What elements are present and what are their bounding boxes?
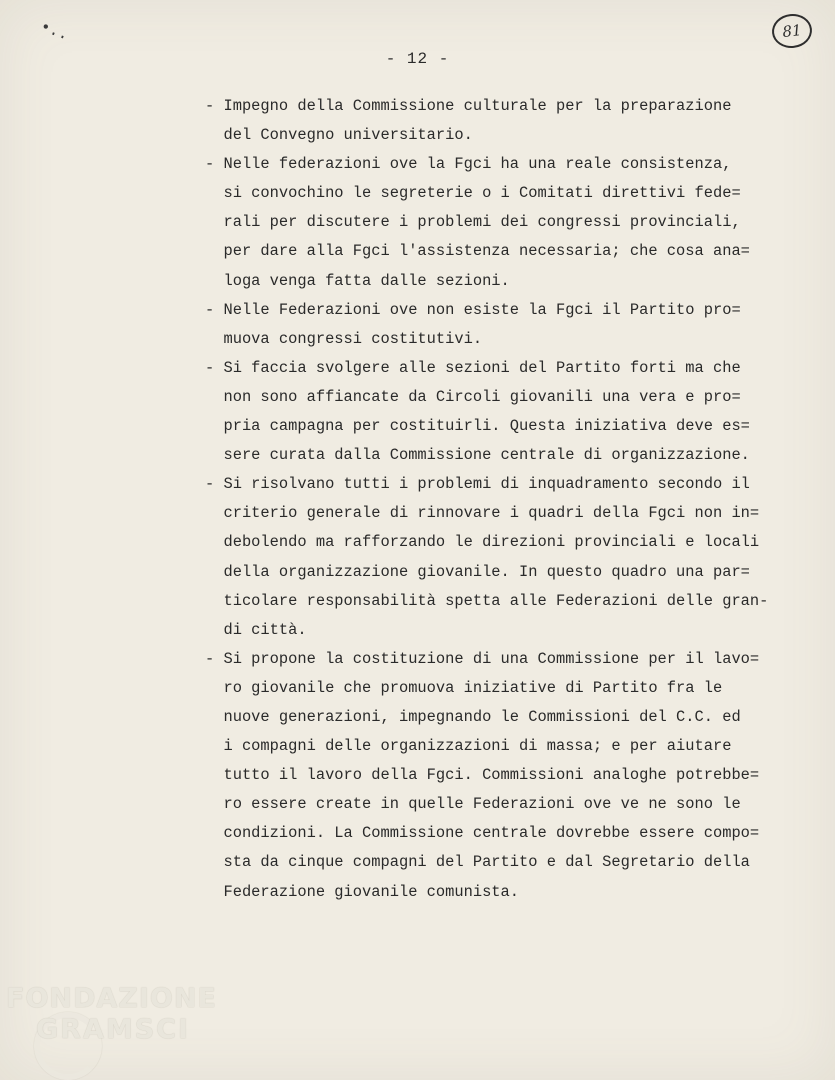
text-line: condizioni. La Commissione centrale dovrebbe essere compo= [205,824,760,843]
text-line: del Convegno universitario. [205,126,473,145]
text-line: ticolare responsabilità spetta alle Federazioni delle gran- [205,591,769,610]
document-body [205,92,815,907]
archive-number-stamp: 81 [770,12,813,50]
text-line: pria campagna per costituirli. Questa iniziativa deve es= [205,417,750,436]
list-item [205,150,815,295]
list-item [205,645,815,907]
text-line: non sono affiancate da Circoli giovanili una vera e pro= [205,387,741,406]
text-line: per dare alla Fgci l'assistenza necessaria; che cosa ana= [205,242,750,261]
text-line: rali per discutere i problemi dei congressi provinciali, [205,213,741,232]
corner-mark: •.. [37,17,72,45]
text-line: ro giovanile che promuova iniziative di Partito fra le [205,678,723,697]
text-line: - Nelle federazioni ove la Fgci ha una reale consistenza, [205,155,732,174]
text-line: si convochino le segreterie o i Comitati direttivi fede= [205,184,741,203]
text-line: debolendo ma rafforzando le direzioni provinciali e locali [205,533,760,552]
text-line: sta da cinque compagni del Partito e dal Segretario della [205,853,750,872]
text-line: muova congressi costitutivi. [205,329,483,348]
text-line: i compagni delle organizzazioni di massa; e per aiutare [205,737,732,756]
text-line: nuove generazioni, impegnando le Commissioni del C.C. ed [205,707,741,726]
text-line: Federazione giovanile comunista. [205,882,520,901]
list-item [205,296,815,354]
text-line: tutto il lavoro della Fgci. Commissioni analoghe potrebbe= [205,766,760,785]
list-item [205,354,815,470]
text-line: - Impegno della Commissione culturale per la preparazione [205,97,732,115]
watermark-line-2: GRAMSCI [36,1014,191,1045]
list-item [205,470,815,645]
text-line: - Nelle Federazioni ove non esiste la Fgci il Partito pro= [205,300,741,319]
text-line: criterio generale di rinnovare i quadri della Fgci non in= [205,504,760,523]
text-line: sere curata dalla Commissione centrale di organizzazione. [205,446,750,465]
text-line: della organizzazione giovanile. In questo quadro una par= [205,562,750,581]
list-item [205,92,815,150]
text-line: - Si risolvano tutti i problemi di inquadramento secondo il [205,475,750,494]
text-line: - Si propone la costituzione di una Commissione per il lavo= [205,649,760,668]
text-line: loga venga fatta dalle sezioni. [205,271,510,290]
text-line: di città. [205,620,307,639]
watermark [6,985,217,1043]
page-number: - 12 - [385,50,450,68]
text-line: ro essere create in quelle Federazioni ove ve ne sono le [205,795,741,814]
text-line: - Si faccia svolgere alle sezioni del Partito forti ma che [205,358,741,377]
watermark-line-1: FONDAZIONE [6,983,217,1014]
